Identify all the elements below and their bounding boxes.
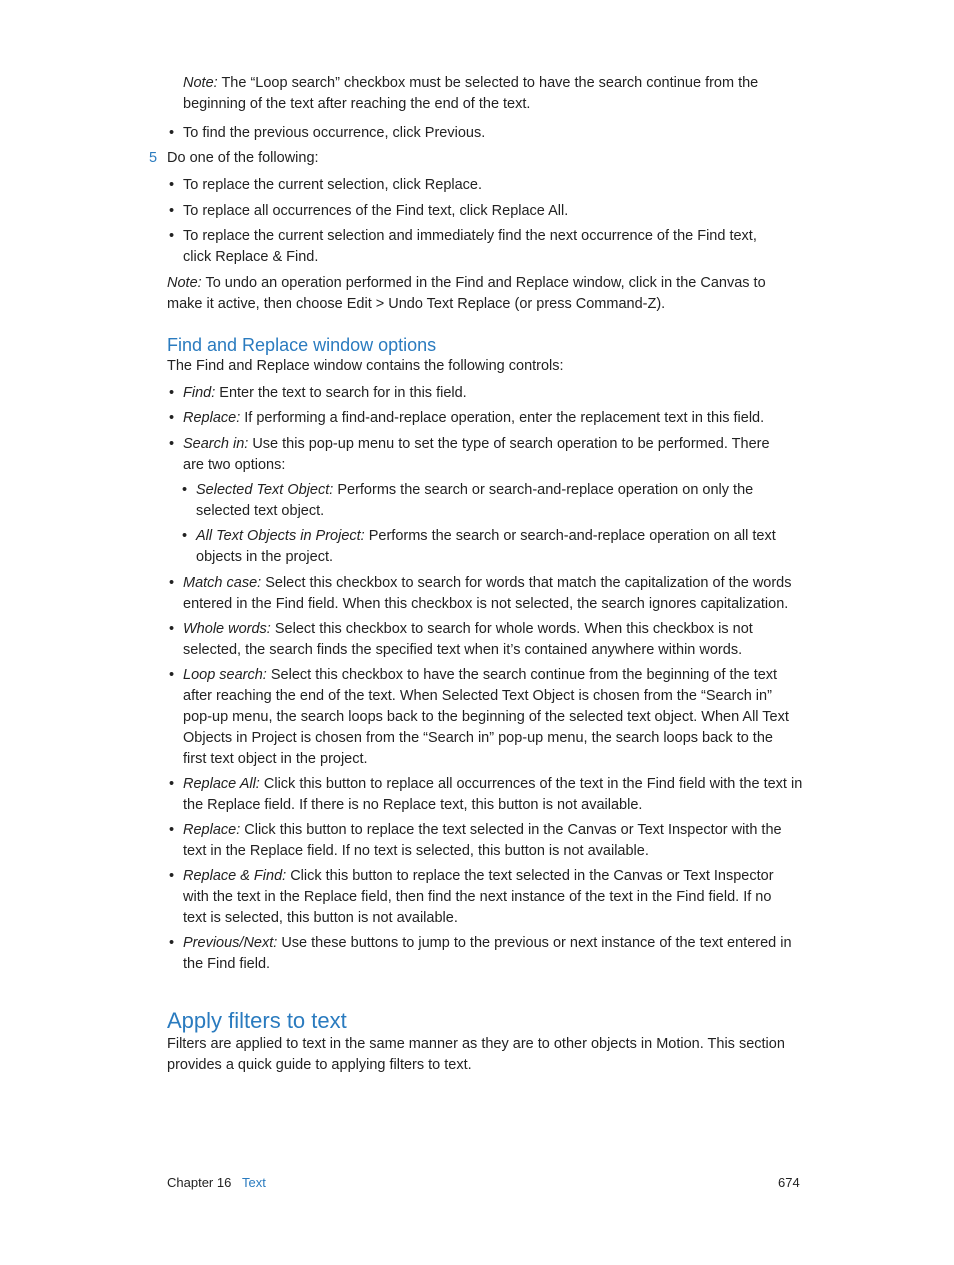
option-term: Replace:: [183, 822, 241, 838]
bullet-dot-icon: •: [169, 228, 175, 244]
list-item: [169, 665, 793, 770]
option-desc: Use this pop-up menu to set the type of search operation to be performed. There are two options:: [183, 436, 770, 473]
list-item: [169, 434, 783, 476]
option-desc: Performs the search or search-and-replace operation on all text objects in the project.: [196, 528, 776, 565]
list-item: [182, 526, 776, 568]
option-term: Replace All:: [183, 776, 260, 792]
note-loop-search: [183, 73, 793, 115]
bullet-dot-icon: •: [169, 575, 175, 591]
bullet-dot-icon: •: [169, 177, 175, 193]
option-term: Search in:: [183, 436, 249, 452]
footer-chapter: Chapter 16: [167, 1175, 232, 1190]
bullet-dot-icon: •: [169, 203, 175, 219]
option-desc: Enter the text to search for in this field.: [219, 385, 467, 401]
bullet-text: To replace the current selection, click Replace.: [183, 177, 483, 193]
bullet-dot-icon: •: [169, 935, 175, 951]
list-item: [169, 573, 803, 615]
step-text: Do one of the following:: [167, 150, 319, 166]
bullet-dot-icon: •: [169, 125, 175, 141]
option-term: Loop search:: [183, 667, 267, 683]
footer-section-link[interactable]: Text: [242, 1175, 266, 1190]
option-term: Previous/Next:: [183, 935, 278, 951]
bullet-previous: [169, 123, 793, 144]
note-text: To undo an operation performed in the Find and Replace window, click in the Canvas to make it active, then choose Edit > Undo Text Replace (or press Command-Z).: [167, 275, 766, 312]
page-number: 674: [778, 1175, 800, 1190]
list-item: [169, 383, 798, 404]
note-undo: [167, 273, 797, 315]
list-item: [169, 820, 793, 862]
bullet-dot-icon: •: [169, 410, 175, 426]
option-term: Match case:: [183, 575, 262, 591]
section-heading: Find and Replace window options: [167, 335, 437, 355]
bullet-dot-icon: •: [169, 776, 175, 792]
list-item: [169, 408, 798, 429]
list-item: [169, 619, 768, 661]
bullet-text: To replace all occurrences of the Find text, click Replace All.: [183, 203, 569, 219]
option-term: Replace & Find:: [183, 868, 287, 884]
chapter-section-heading: Apply filters to text: [167, 1008, 347, 1033]
bullet-dot-icon: •: [169, 621, 175, 637]
option-desc: Use these buttons to jump to the previous or next instance of the text entered in the Find field.: [183, 935, 792, 972]
option-desc: Select this checkbox to have the search continue from the beginning of the text after reaching the end of the text. When Selected Text Object is chosen from the “Search in” pop-up menu, the search loops back to the beginning of the selected text object. When All Text Objects in Project is chosen from the “Search in” pop-up menu, the search loops back to the first text object in the project.: [183, 667, 789, 767]
step-number: 5: [149, 150, 158, 166]
option-desc: Performs the search or search-and-replace operation on only the selected text object.: [196, 482, 754, 519]
bullet-text: To find the previous occurrence, click Previous.: [183, 125, 486, 141]
section-intro: The Find and Replace window contains the following controls:: [167, 358, 564, 374]
option-desc: Click this button to replace the text selected in the Canvas or Text Inspector with the text in the Replace field. If no text is selected, this button is not available.: [183, 822, 782, 859]
list-item: [169, 226, 788, 268]
filters-paragraph: Filters are applied to text in the same manner as they are to other objects in Motion. This section provides a quick guide to applying filters to text.: [167, 1036, 785, 1073]
list-item: [169, 175, 793, 196]
list-item: [169, 866, 798, 929]
option-term: Selected Text Object:: [196, 482, 334, 498]
option-desc: Select this checkbox to search for words that match the capitalization of the words entered in the Find field. When this checkbox is not selected, the search ignores capitalization.: [183, 575, 792, 612]
note-text: The “Loop search” checkbox must be selected to have the search continue from the beginning of the text after reaching the end of the text.: [183, 75, 759, 112]
note-label: Note:: [183, 75, 218, 91]
option-term: Find:: [183, 385, 216, 401]
bullet-dot-icon: •: [169, 868, 175, 884]
bullet-dot-icon: •: [182, 482, 188, 498]
option-term: Replace:: [183, 410, 241, 426]
option-term: Whole words:: [183, 621, 271, 637]
note-label: Note:: [167, 275, 202, 291]
option-term: All Text Objects in Project:: [196, 528, 365, 544]
bullet-text: To replace the current selection and immediately find the next occurrence of the Find text, click Replace & Find.: [183, 228, 757, 265]
list-item: [169, 201, 793, 222]
list-item: [169, 774, 803, 816]
bullet-dot-icon: •: [169, 667, 175, 683]
list-item: [169, 933, 798, 975]
option-desc: Select this checkbox to search for whole words. When this checkbox is not selected, the search finds the specified text when it’s contained anywhere within words.: [183, 621, 753, 658]
option-desc: Click this button to replace the text selected in the Canvas or Text Inspector with the text in the Replace field, then find the next instance of the text in the Find field. If no text is selected, this button is not available.: [183, 868, 774, 926]
list-item: [182, 480, 756, 522]
bullet-dot-icon: •: [182, 528, 188, 544]
bullet-dot-icon: •: [169, 385, 175, 401]
bullet-dot-icon: •: [169, 436, 175, 452]
bullet-dot-icon: •: [169, 822, 175, 838]
option-desc: Click this button to replace all occurrences of the text in the Find field with the text in the Replace field. If there is no Replace text, this button is not available.: [183, 776, 803, 813]
option-desc: If performing a find-and-replace operation, enter the replacement text in this field.: [244, 410, 765, 426]
